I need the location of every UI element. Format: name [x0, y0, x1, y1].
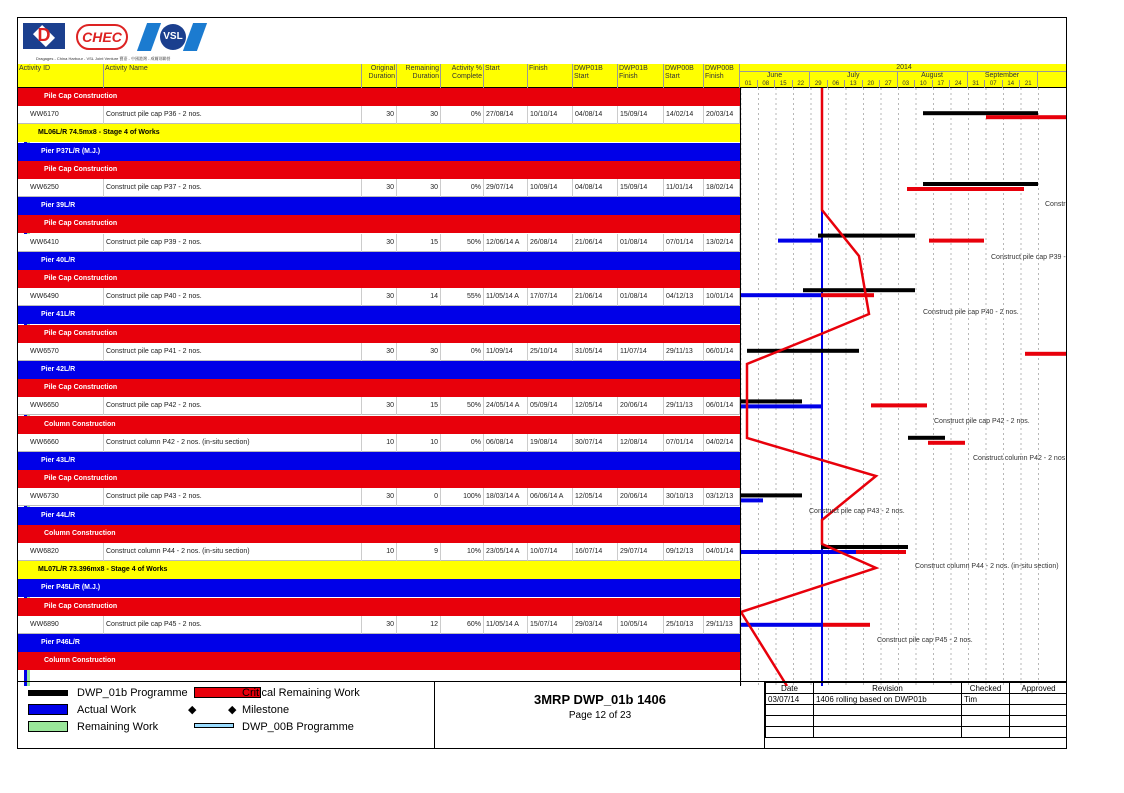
- cell-od: 30: [362, 616, 397, 634]
- milestone-icon: ◆: [188, 704, 197, 716]
- cell-s1: 21/06/14: [573, 234, 618, 252]
- schedule-title: 3MRP DWP_01b 1406: [534, 692, 666, 707]
- cell-id: WW6570: [28, 343, 104, 361]
- cell-pc: 10%: [441, 543, 484, 561]
- wbs-title: Pier P45L/R (M.J.): [41, 584, 101, 592]
- cell-st: 23/05/14 A: [484, 543, 528, 561]
- wbs-title: Pier P37L/R (M.J.): [41, 147, 101, 155]
- wbs-title: Pier 41L/R: [41, 311, 76, 319]
- cell-fi: 10/09/14: [528, 179, 573, 197]
- gantt-bar: [741, 498, 763, 502]
- cell-od: 30: [362, 288, 397, 306]
- timeline-day: 07: [985, 80, 1003, 88]
- gantt-bar: [1025, 352, 1067, 356]
- cell-f0: 04/02/14: [704, 434, 740, 452]
- cell-s0: 04/12/13: [664, 288, 704, 306]
- legend-milestone: Milestone: [242, 704, 290, 716]
- wbs-row[interactable]: [18, 361, 740, 379]
- gantt-bar: [856, 550, 906, 554]
- header-start: Start: [484, 64, 528, 88]
- cell-pc: 0%: [441, 179, 484, 197]
- legend-dwp00b: DWP_00B Programme: [242, 721, 354, 733]
- cell-rd: 0: [397, 488, 441, 506]
- wbs-row[interactable]: [18, 507, 740, 525]
- cell-f0: 10/01/14: [704, 288, 740, 306]
- gantt-bar: [778, 239, 821, 243]
- timeline-day: 10: [915, 80, 933, 88]
- header-activity-name: Activity Name: [104, 64, 362, 88]
- cell-s1: 12/05/14: [573, 488, 618, 506]
- wbs-row[interactable]: [18, 306, 740, 324]
- wbs-title: Pier 40L/R: [41, 256, 76, 264]
- cell-f1: 12/08/14: [618, 434, 664, 452]
- cell-st: 27/08/14: [484, 106, 528, 124]
- cell-f1: 20/06/14: [618, 397, 664, 415]
- cell-f0: 18/02/14: [704, 179, 740, 197]
- wbs-title: Pier 42L/R: [41, 366, 76, 373]
- column-header: [18, 64, 1067, 88]
- legend-swatch-remaining: [28, 721, 68, 732]
- gantt-bar: [923, 111, 1038, 115]
- cell-s0: 29/11/13: [664, 343, 704, 361]
- timeline-day: 17: [933, 80, 951, 88]
- timeline-day: 06: [828, 80, 846, 88]
- gantt-bar: [928, 441, 965, 445]
- gantt-bar: [818, 234, 915, 238]
- gantt-bar-label: Construct pile cap P39 -: [991, 254, 1066, 261]
- cell-od: 30: [362, 179, 397, 197]
- cell-rd: 15: [397, 234, 441, 252]
- cell-f1: 20/06/14: [618, 488, 664, 506]
- cell-od: 30: [362, 234, 397, 252]
- timeline-day: 27: [880, 80, 898, 88]
- cell-s1: 12/05/14: [573, 397, 618, 415]
- cell-id: WW6410: [28, 234, 104, 252]
- cell-f1: 15/09/14: [618, 179, 664, 197]
- cell-name: Construct pile cap P43 - 2 nos.: [104, 488, 362, 506]
- timeline-day: 15: [775, 80, 793, 88]
- wbs-title: Pile Cap Construction: [44, 93, 118, 100]
- timeline-year: 2014: [740, 64, 1067, 72]
- cell-od: 10: [362, 434, 397, 452]
- wbs-row[interactable]: [18, 270, 740, 288]
- cell-name: Construct pile cap P36 - 2 nos.: [104, 106, 362, 124]
- legend: [18, 681, 435, 749]
- wbs-title: Pile Cap Construction: [44, 220, 118, 228]
- cell-st: 12/06/14 A: [484, 234, 528, 252]
- cell-f0: 06/01/14: [704, 397, 740, 415]
- wbs-row[interactable]: [18, 561, 740, 579]
- schedule-sheet: [17, 17, 1067, 749]
- cell-name: Construct pile cap P45 - 2 nos.: [104, 616, 362, 634]
- cell-s1: 30/07/14: [573, 434, 618, 452]
- gantt-bar: [908, 436, 945, 440]
- cell-f0: 03/12/13: [704, 488, 740, 506]
- wbs-row[interactable]: [18, 161, 740, 179]
- rev-approved: [1010, 694, 1068, 705]
- rev-date: 03/07/14: [766, 694, 814, 705]
- rev-description: 1406 rolling based on DWP01b: [814, 694, 962, 705]
- cell-rd: 30: [397, 343, 441, 361]
- cell-id: WW6170: [28, 106, 104, 124]
- table-row[interactable]: [18, 616, 740, 634]
- cell-s0: 09/12/13: [664, 543, 704, 561]
- cell-pc: 50%: [441, 234, 484, 252]
- wbs-title: Column Construction: [44, 657, 116, 665]
- wbs-title: Pile Cap Construction: [44, 602, 118, 610]
- cell-fi: 06/06/14 A: [528, 488, 573, 506]
- cell-pc: 0%: [441, 434, 484, 452]
- rev-header-date: Date: [766, 683, 814, 694]
- cell-name: Construct pile cap P41 - 2 nos.: [104, 343, 362, 361]
- wbs-title: Pile Cap Construction: [44, 165, 118, 173]
- cell-name: Construct pile cap P37 - 2 nos.: [104, 179, 362, 197]
- gantt-bar: [741, 404, 823, 408]
- cell-pc: 50%: [441, 397, 484, 415]
- cell-st: 11/09/14: [484, 343, 528, 361]
- gantt-bar-label: Constr: [1045, 201, 1066, 208]
- cell-id: WW6650: [28, 397, 104, 415]
- cell-f1: 29/07/14: [618, 543, 664, 561]
- gantt-bar-label: Construct column P42 - 2 nos: [973, 455, 1066, 462]
- wbs-row[interactable]: [18, 325, 740, 343]
- wbs-title: Pile Cap Construction: [44, 475, 118, 483]
- gantt-bar-label: Construct pile cap P45 - 2 nos.: [877, 637, 973, 644]
- wbs-row[interactable]: [18, 598, 740, 616]
- cell-s0: 30/10/13: [664, 488, 704, 506]
- cell-s1: 16/07/14: [573, 543, 618, 561]
- cell-f1: 11/07/14: [618, 343, 664, 361]
- legend-swatch-actual: [28, 704, 68, 715]
- timeline-day: 03: [898, 80, 916, 88]
- cell-name: Construct pile cap P39 - 2 nos.: [104, 234, 362, 252]
- cell-rd: 14: [397, 288, 441, 306]
- cell-f1: 15/09/14: [618, 106, 664, 124]
- cell-id: WW6820: [28, 543, 104, 561]
- dragages-logo-letter: D: [37, 25, 51, 45]
- wbs-row[interactable]: [18, 579, 740, 597]
- cell-f1: 01/08/14: [618, 234, 664, 252]
- cell-s0: 07/01/14: [664, 234, 704, 252]
- legend-swatch-dwp01b: [28, 690, 68, 696]
- cell-rd: 12: [397, 616, 441, 634]
- cell-name: Construct column P44 - 2 nos. (in-situ section): [104, 543, 362, 561]
- cell-st: 06/08/14: [484, 434, 528, 452]
- timeline-month: July: [810, 72, 898, 80]
- table-row[interactable]: [18, 288, 740, 306]
- gantt-bar: [741, 293, 823, 297]
- vsl-logo: [138, 23, 208, 51]
- cell-f0: 13/02/14: [704, 234, 740, 252]
- wbs-row[interactable]: [18, 452, 740, 470]
- header-dwp00b-start: DWP00B Start: [664, 64, 704, 88]
- gantt-canvas: [741, 88, 1067, 686]
- wbs-row[interactable]: [18, 197, 740, 215]
- wbs-row[interactable]: [18, 416, 740, 434]
- cell-st: 29/07/14: [484, 179, 528, 197]
- table-row[interactable]: [18, 543, 740, 561]
- gantt-bar: [923, 182, 1038, 186]
- gantt-bar: [929, 239, 984, 243]
- cell-pc: 55%: [441, 288, 484, 306]
- header-percent-complete: Activity % Complete: [441, 64, 484, 88]
- cell-rd: 30: [397, 106, 441, 124]
- cell-name: Construct pile cap P40 - 2 nos.: [104, 288, 362, 306]
- header-dwp01b-finish: DWP01B Finish: [618, 64, 664, 88]
- cell-s0: 25/10/13: [664, 616, 704, 634]
- cell-od: 30: [362, 397, 397, 415]
- cell-name: Construct column P42 - 2 nos. (in-situ section): [104, 434, 362, 452]
- timeline-day: 14: [1003, 80, 1021, 88]
- timeline-day: 22: [793, 80, 811, 88]
- page-number: Page 12 of 23: [568, 710, 632, 721]
- cell-pc: 0%: [441, 343, 484, 361]
- wbs-title: Pier 39L/R: [41, 202, 76, 210]
- cell-f0: 20/03/14: [704, 106, 740, 124]
- timeline-day: 21: [1020, 80, 1038, 88]
- wbs-title: Column Construction: [44, 420, 116, 428]
- cell-fi: 17/07/14: [528, 288, 573, 306]
- cell-st: 24/05/14 A: [484, 397, 528, 415]
- cell-fi: 19/08/14: [528, 434, 573, 452]
- cell-fi: 15/07/14: [528, 616, 573, 634]
- cell-f0: 06/01/14: [704, 343, 740, 361]
- gantt-bar: [747, 349, 859, 353]
- wbs-row[interactable]: [18, 470, 740, 488]
- gantt-bar: [871, 403, 927, 407]
- wbs-title: Pile Cap Construction: [44, 384, 118, 392]
- cell-id: WW6730: [28, 488, 104, 506]
- rev-header-revision: Revision: [814, 683, 962, 694]
- logo-banner: [18, 18, 1067, 64]
- cell-pc: 100%: [441, 488, 484, 506]
- progress-line: [741, 88, 876, 686]
- header-activity-id: Activity ID: [18, 64, 104, 88]
- title-block: [435, 681, 765, 749]
- rev-header-checked: Checked: [962, 683, 1010, 694]
- gantt-bar-label: Construct column P44 - 2 nos. (in-situ section): [915, 563, 1059, 570]
- cell-rd: 9: [397, 543, 441, 561]
- table-row[interactable]: [18, 179, 740, 197]
- cell-rd: 10: [397, 434, 441, 452]
- cell-s1: 04/08/14: [573, 179, 618, 197]
- milestone-icon: ◆: [228, 704, 237, 716]
- table-row[interactable]: [18, 488, 740, 506]
- gantt-chart: [740, 88, 1067, 686]
- gantt-bar-label: Construct pile cap P40 - 2 nos.: [923, 309, 1019, 316]
- legend-dwp01b: DWP_01b Programme: [77, 687, 188, 699]
- cell-fi: 10/07/14: [528, 543, 573, 561]
- gantt-bar: [741, 399, 802, 403]
- cell-st: 18/03/14 A: [484, 488, 528, 506]
- gantt-bar: [741, 493, 802, 497]
- cell-s1: 31/05/14: [573, 343, 618, 361]
- cell-od: 30: [362, 488, 397, 506]
- gantt-bar: [803, 288, 915, 292]
- cell-id: WW6890: [28, 616, 104, 634]
- legend-actual: Actual Work: [77, 704, 137, 716]
- cell-fi: 25/10/14: [528, 343, 573, 361]
- wbs-title: Pier 44L/R: [41, 511, 76, 519]
- rev-header-approved: Approved: [1010, 683, 1068, 694]
- wbs-title: ML07L/R 73.396mx8 - Stage 4 of Works: [38, 566, 168, 574]
- table-row[interactable]: [18, 106, 740, 124]
- header-remaining-duration: Remaining Duration: [397, 64, 441, 88]
- cell-s0: 07/01/14: [664, 434, 704, 452]
- timeline-day: 20: [863, 80, 881, 88]
- cell-fi: 26/08/14: [528, 234, 573, 252]
- table-row[interactable]: [18, 397, 740, 415]
- cell-s0: 11/01/14: [664, 179, 704, 197]
- wbs-title: Pier 43L/R: [41, 457, 76, 464]
- revision-table: [765, 681, 1067, 749]
- cell-pc: 0%: [441, 106, 484, 124]
- cell-od: 30: [362, 343, 397, 361]
- gantt-bar: [823, 623, 870, 627]
- cell-pc: 60%: [441, 616, 484, 634]
- chec-logo: CHEC: [76, 24, 128, 50]
- gantt-bar-label: Construct pile cap P42 - 2 nos.: [934, 418, 1030, 425]
- wbs-row[interactable]: [18, 215, 740, 233]
- gantt-bar: [986, 115, 1067, 119]
- cell-s1: 21/06/14: [573, 288, 618, 306]
- timeline-month: August: [898, 72, 968, 80]
- wbs-row[interactable]: [18, 143, 740, 161]
- timeline-day: 01: [740, 80, 758, 88]
- wbs-title: ML06L/R 74.5mx8 - Stage 4 of Works: [38, 129, 160, 137]
- wbs-title: Pile Cap Construction: [44, 275, 118, 282]
- table-row[interactable]: [18, 434, 740, 452]
- wbs-row[interactable]: [18, 525, 740, 543]
- wbs-row[interactable]: [18, 88, 740, 106]
- cell-st: 11/05/14 A: [484, 288, 528, 306]
- table-row[interactable]: [18, 234, 740, 252]
- wbs-title: Column Construction: [44, 529, 116, 537]
- gantt-bar-label: Construct pile cap P43 - 2 nos.: [809, 508, 905, 515]
- jv-caption: Dragages - China Harbour - VSL Joint Venture 寶嘉 - 中國港灣 - 威爾則聯營: [36, 56, 171, 61]
- gantt-bar: [741, 623, 823, 627]
- cell-s1: 04/08/14: [573, 106, 618, 124]
- cell-st: 11/05/14 A: [484, 616, 528, 634]
- cell-s0: 14/02/14: [664, 106, 704, 124]
- cell-id: WW6660: [28, 434, 104, 452]
- timeline-day: 31: [968, 80, 986, 88]
- timeline-day: 08: [758, 80, 776, 88]
- cell-f1: 01/08/14: [618, 288, 664, 306]
- wbs-title: Pile Cap Construction: [44, 329, 118, 337]
- dragages-logo: [23, 23, 65, 49]
- legend-critical: Critical Remaining Work: [242, 687, 360, 699]
- timeline-day: 13: [845, 80, 863, 88]
- table-row[interactable]: [18, 343, 740, 361]
- header-dwp01b-start: DWP01B Start: [573, 64, 618, 88]
- cell-rd: 15: [397, 397, 441, 415]
- wbs-row[interactable]: [18, 124, 740, 142]
- wbs-row[interactable]: [18, 634, 740, 652]
- header-finish: Finish: [528, 64, 573, 88]
- legend-swatch-dwp00b: [194, 723, 234, 728]
- timeline-month: September: [968, 72, 1038, 80]
- header-dwp00b-finish: DWP00B Finish: [704, 64, 740, 88]
- timeline-day: 24: [950, 80, 968, 88]
- vsl-logo-text: VSL: [160, 24, 186, 50]
- cell-id: WW6250: [28, 179, 104, 197]
- cell-od: 30: [362, 106, 397, 124]
- wbs-row[interactable]: [18, 379, 740, 397]
- cell-fi: 10/10/14: [528, 106, 573, 124]
- cell-s1: 29/03/14: [573, 616, 618, 634]
- timeline-day: 29: [810, 80, 828, 88]
- wbs-title: Pier P46L/R: [41, 639, 80, 646]
- cell-f0: 04/01/14: [704, 543, 740, 561]
- cell-rd: 30: [397, 179, 441, 197]
- cell-f1: 10/05/14: [618, 616, 664, 634]
- header-original-duration: Original Duration: [362, 64, 397, 88]
- cell-s0: 29/11/13: [664, 397, 704, 415]
- wbs-row[interactable]: [18, 652, 740, 670]
- rev-checked: Tim: [962, 694, 1010, 705]
- gantt-bar: [907, 187, 1024, 191]
- wbs-row[interactable]: [18, 252, 740, 270]
- cell-od: 10: [362, 543, 397, 561]
- cell-fi: 05/09/14: [528, 397, 573, 415]
- cell-name: Construct pile cap P42 - 2 nos.: [104, 397, 362, 415]
- cell-id: WW6490: [28, 288, 104, 306]
- cell-f0: 29/11/13: [704, 616, 740, 634]
- timeline-month: June: [740, 72, 810, 80]
- legend-remaining: Remaining Work: [77, 721, 159, 733]
